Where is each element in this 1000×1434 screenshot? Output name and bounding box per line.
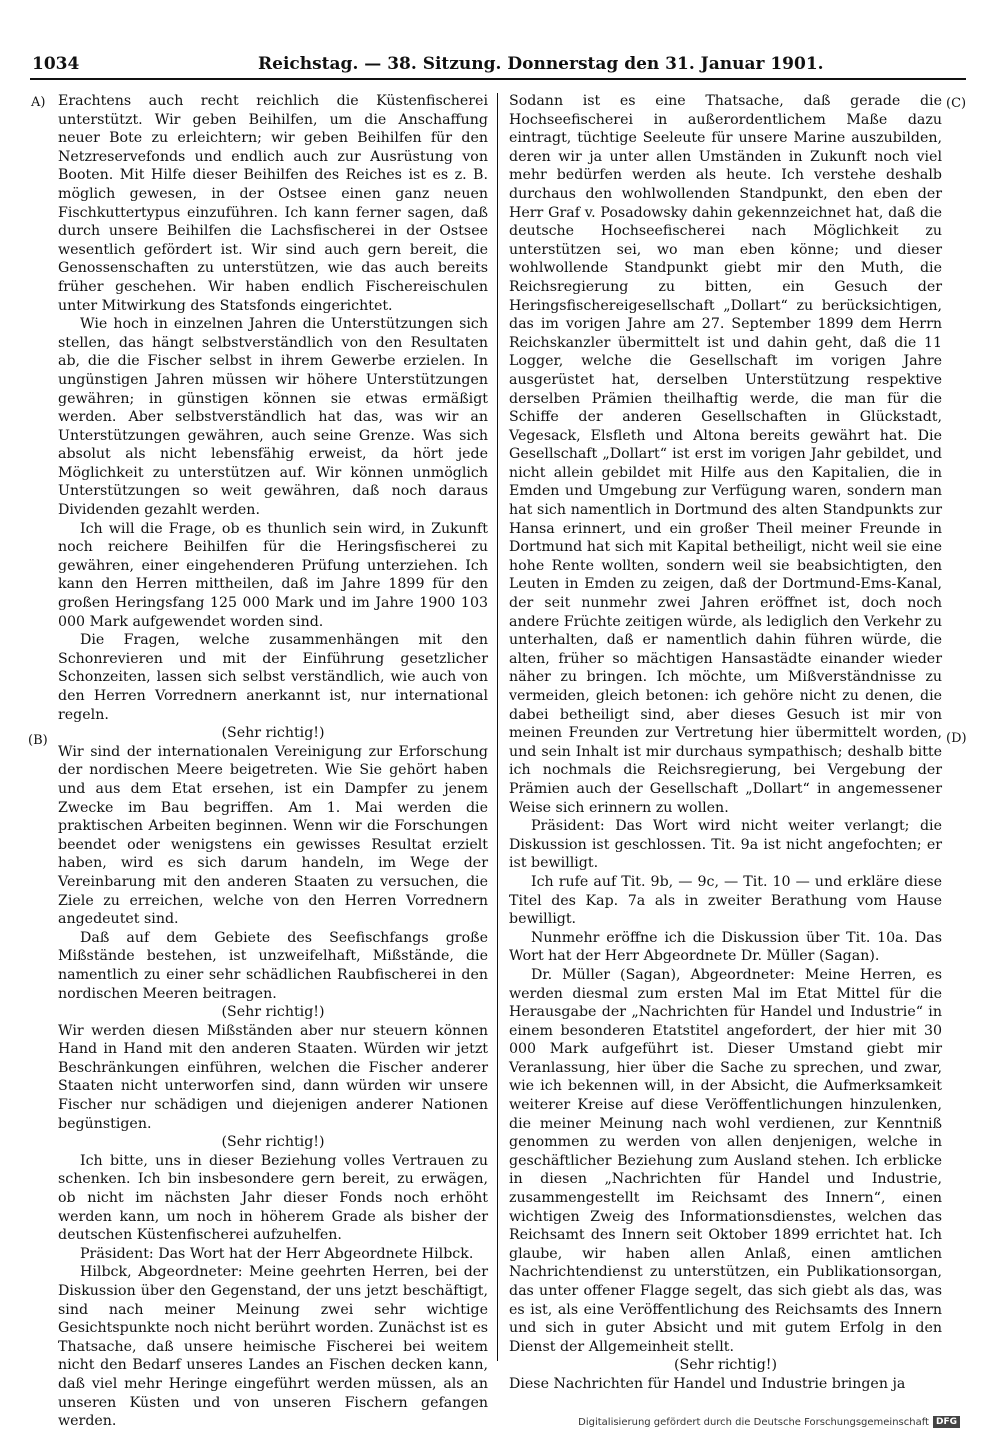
paragraph: Wir sind der internationalen Vereinigung zur Erforschung der nordischen Meere beigetreten. Wie Sie gehört haben und aus dem Etat ersehen, ist ein Dampfer zu jenem Zwecke im Bau begriffen. Am 1. Mai werden die praktischen Arbeiten beginnen. Wenn wir die Forschungen beendet oder wenigstens ein gewisses Resultat erzielt haben, wird es sich darum handeln, im Wege der Vereinbarung mit den anderen Staaten zu versuchen, die Ziele zu erreichen, welche von den Herren Vorrednern angedeutet sind. (58, 743, 488, 928)
dfg-logo-icon: DFG (933, 1416, 960, 1428)
credit-text: Digitalisierung gefördert durch die Deutsche Forschungsgemeinschaft (578, 1416, 929, 1428)
column-divider (497, 93, 498, 1361)
interjection: (Sehr richtig!) (221, 725, 325, 742)
margin-marker-d: (D) (946, 731, 967, 746)
paragraph: Sodann ist es eine Thatsache, daß gerade die Hochseefischerei in außerordentlichem Maße dazu eintragt, tüchtige Seeleute für unsere Marine auszubilden, deren wir ja unter allen Umständen in Zukunft noch viel mehr bedürfen werden als heute. Ich verstehe deshalb durchaus den wohlwollenden Standpunkt, den eben der Herr Graf v. Posadowsky dahin gekennzeichnet hat, daß die deutsche Hochseefischerei nach Möglichkeit zu unterstützen sei, wo man eben könne; und dieser wohlwollende Standpunkt giebt mir den Muth, die Reichsregierung zu bitten, ein Gesuch der Heringsfischereigesellschaft „Dollart“ zu berücksichtigen, das im vorigen Jahre am 27. September 1899 dem Herrn Reichskanzler übermittelt ist und dahin geht, daß die 11 Logger, welche die Gesellschaft im vorigen Jahre ausgerüstet hat, derselben Unterstützung respektive derselben Prämien theilhaftig werde, die man für die Schiffe der anderen Gesellschaften in Glückstadt, Vegesack, Elsfleth und Altona bereits gewährt hat. Die Gesellschaft „Dollart“ ist erst im vorigen Jahr gebildet, und nicht allein gebildet mit Hilfe aus den Kapitalien, die in Emden und Umgebung zur Verfügung waren, sondern man hat sich namentlich in Dortmund des alten Standpunkts zur Hansa erinnert, und ein großer Theil meiner Freunde in Dortmund hat sich mit Kapital betheiligt, nicht weil sie eine hohe Rente wollten, sondern weil sie beabsichtigten, den Leuten in Emden zu zeigen, daß der Dortmund-Ems-Kanal, der seit nunmehr zwei Jahren eröffnet ist, doch noch andere Früchte zeitigen würde, als lediglich den Verkehr zu unterhalten, daß er namentlich dahin führen würde, die alten, früher so mächtigen Hansastädte einander wieder näher zu bringen. Ich möchte, um Mißverständnisse zu vermeiden, gleich betonen: ich gehöre nicht zu denen, die dabei betheiligt sind, aber dieses Gesuch ist mir von meinen Freunden zur Vertretung hier übermittelt worden, und sein Inhalt ist mir durchaus sympathisch; deshalb bitte ich nochmals die Reichsregierung, bei Vergebung der Prämien auch der Gesellschaft „Dollart“ in angemessener Weise sich erinnern zu wollen. (509, 93, 942, 816)
interjection: (Sehr richtig!) (221, 1134, 325, 1151)
paragraph: Ich bitte, uns in dieser Beziehung volles Vertrauen zu schenken. Ich bin insbesondere gern bereit, zu erwägen, ob nicht im nächsten Jahr dieser Fonds noch erhöht werden kann, um noch in höherem Grade als bisher der deutschen Küstenfischerei aufzuhelfen. (58, 1152, 488, 1244)
paragraph: Wie hoch in einzelnen Jahren die Unterstützungen sich stellen, das hängt selbstverständlich von den Resultaten ab, die die Fischer selbst in ihrem Gewerbe erzielen. In ungünstigen Jahren müssen wir höhere Unterstützungen gewähren; in günstigen können sie etwas ermäßigt werden. Aber selbstverständlich hat das, was wir an Unterstützungen gewähren, auch seine Grenze. Was sich absolut als nicht lebensfähig erweist, da hört jede Möglichkeit zu unterstützen auf. Wir können unmöglich Unterstützungen so weit gewähren, daß noch daraus Dividenden gezahlt werden. (58, 316, 488, 519)
margin-marker-a: A) (31, 95, 46, 110)
speaker-paragraph: Präsident: Das Wort hat der Herr Abgeordnete Hilbck. (80, 1245, 474, 1262)
margin-marker-c: (C) (946, 96, 967, 111)
running-header (30, 44, 975, 74)
paragraph: Daß auf dem Gebiete des Seefischfangs große Mißstände bestehen, ist unzweifelhaft, Mißstände, die namentlich zu einer sehr schädlichen Raubfischerei in den nordischen Meeren beitragen. (58, 929, 488, 1002)
speaker-paragraph: Dr. Müller (Sagan), Abgeordneter: Meine Herren, es werden diesmal zum ersten Mal im Etat Mittel für die Herausgabe der „Nachrichten für Handel und Industrie“ in einem besonderen Etatstitel angefordert, der hier mit 30 000 Mark aufgeführt ist. Dieser Umstand giebt mir Veranlassung, hier über die Sache zu sprechen, und zwar, wie ich bekennen will, in der Absicht, die Aufmerksamkeit weiterer Kreise auf diese Veröffentlichungen hinzulenken, die meiner Meinung nach wohl verdienen, zur Kenntniß genommen zu werden von allen denjenigen, welche in geschäftlicher Beziehung zum Ausland stehen. Ich erblicke in diesen „Nachrichten für Handel und Industrie, zusammengestellt im Reichsamt des Innern“, einen wichtigen Zweig des Informationsdienstes, welchen das Reichsamt des Innern seit Oktober 1899 errichtet hat. Ich glaube, wir haben allen Anlaß, einen amtlichen Nachrichtendienst zu unterstützen, ein Publikationsorgan, das unter offener Flagge segelt, das sich giebt als das, was es ist, als eine Veröffentlichung des Reichsamts des Innern und sich in guter Absicht und mit gutem Erfolg in den Dienst der Allgemeinheit stellt. (509, 966, 942, 1355)
paragraph: Diese Nachrichten für Handel und Industrie bringen ja (509, 1375, 906, 1392)
page-number: 1034 (32, 54, 80, 74)
paragraph: Ich rufe auf Tit. 9b, — 9c, — Tit. 10 — und erkläre diese Titel des Kap. 7a als in zweiter Berathung vom Hause bewilligt. (509, 873, 942, 928)
paragraph: Wir werden diesen Mißständen aber nur steuern können Hand in Hand mit den anderen Staaten. Würden wir jetzt Beschränkungen einführen, welchen die Fischer anderer Staaten nicht unterworfen sind, dann würden wir unsere Fischer nur schädigen und diejenigen anderer Nationen begünstigen. (58, 1022, 488, 1132)
paragraph: Ich will die Frage, ob es thunlich sein wird, in Zukunft noch reichere Beihilfen für die Heringsfischerei zu gewähren, einer eingehenderen Prüfung unterziehen. Ich kann den Herren mittheilen, daß im Jahre 1899 für den großen Heringsfang 125 000 Mark und im Jahre 1900 103 000 Mark aufgewendet worden sind. (58, 520, 488, 630)
left-column (58, 92, 488, 1431)
margin-marker-b: (B) (28, 733, 48, 748)
digitization-credit (578, 1416, 960, 1428)
interjection: (Sehr richtig!) (221, 1004, 325, 1021)
paragraph: Erachtens auch recht reichlich die Küstenfischerei unterstützt. Wir geben Beihilfen, um die Anschaffung neuer Bote zu erleichtern; wir geben Beihilfen für den Netzreservefonds und endlich auch zur Ausrüstung von Booten. Mit Hilfe dieser Beihilfen des Reiches ist es z. B. möglich gewesen, in der Ostsee einen ganz neuen Fischkuttertypus einzuführen. Ich kann ferner sagen, daß durch unsere Beihilfen die Lachsfischerei in der Ostsee wesentlich gefördert ist. Wir sind auch gern bereit, die Genossenschaften zu unterstützen, wie das auch bereits früher geschehen. Wir haben endlich Fischereischulen unter Mitwirkung des Statsfonds eingerichtet. (58, 93, 488, 314)
header-rule (30, 78, 966, 80)
right-column (509, 92, 942, 1394)
paragraph: Die Fragen, welche zusammenhängen mit den Schonrevieren und mit der Einführung gesetzlicher Schonzeiten, lassen sich selbst verständlich, wie auch von den Herren Vorrednern anerkannt ist, nur international regeln. (58, 632, 488, 723)
speaker-paragraph: Hilbck, Abgeordneter: Meine geehrten Herren, bei der Diskussion über den Gegenstand, der uns jetzt beschäftigt, sind nach meiner Meinung zwei sehr wichtige Gesichtspunkte noch nicht berührt worden. Zunächst ist es Thatsache, daß unsere heimische Fischerei bei weitem nicht den Bedarf unseres Landes an Fischen decken kann, daß viel mehr Heringe eingeführt werden müssen, als an unseren Küsten und von unseren Fischern gefangen werden. (58, 1264, 488, 1430)
header-title: Reichstag. — 38. Sitzung. Donnerstag den 31. Januar 1901. (258, 54, 824, 74)
interjection: (Sehr richtig!) (673, 1357, 778, 1374)
paragraph: Nunmehr eröffne ich die Diskussion über Tit. 10a. Das Wort hat der Herr Abgeordnete Dr. Müller (Sagan). (509, 929, 942, 965)
speaker-paragraph: Präsident: Das Wort wird nicht weiter verlangt; die Diskussion ist geschlossen. Tit. 9a ist nicht angefochten; er ist bewilligt. (509, 818, 942, 872)
